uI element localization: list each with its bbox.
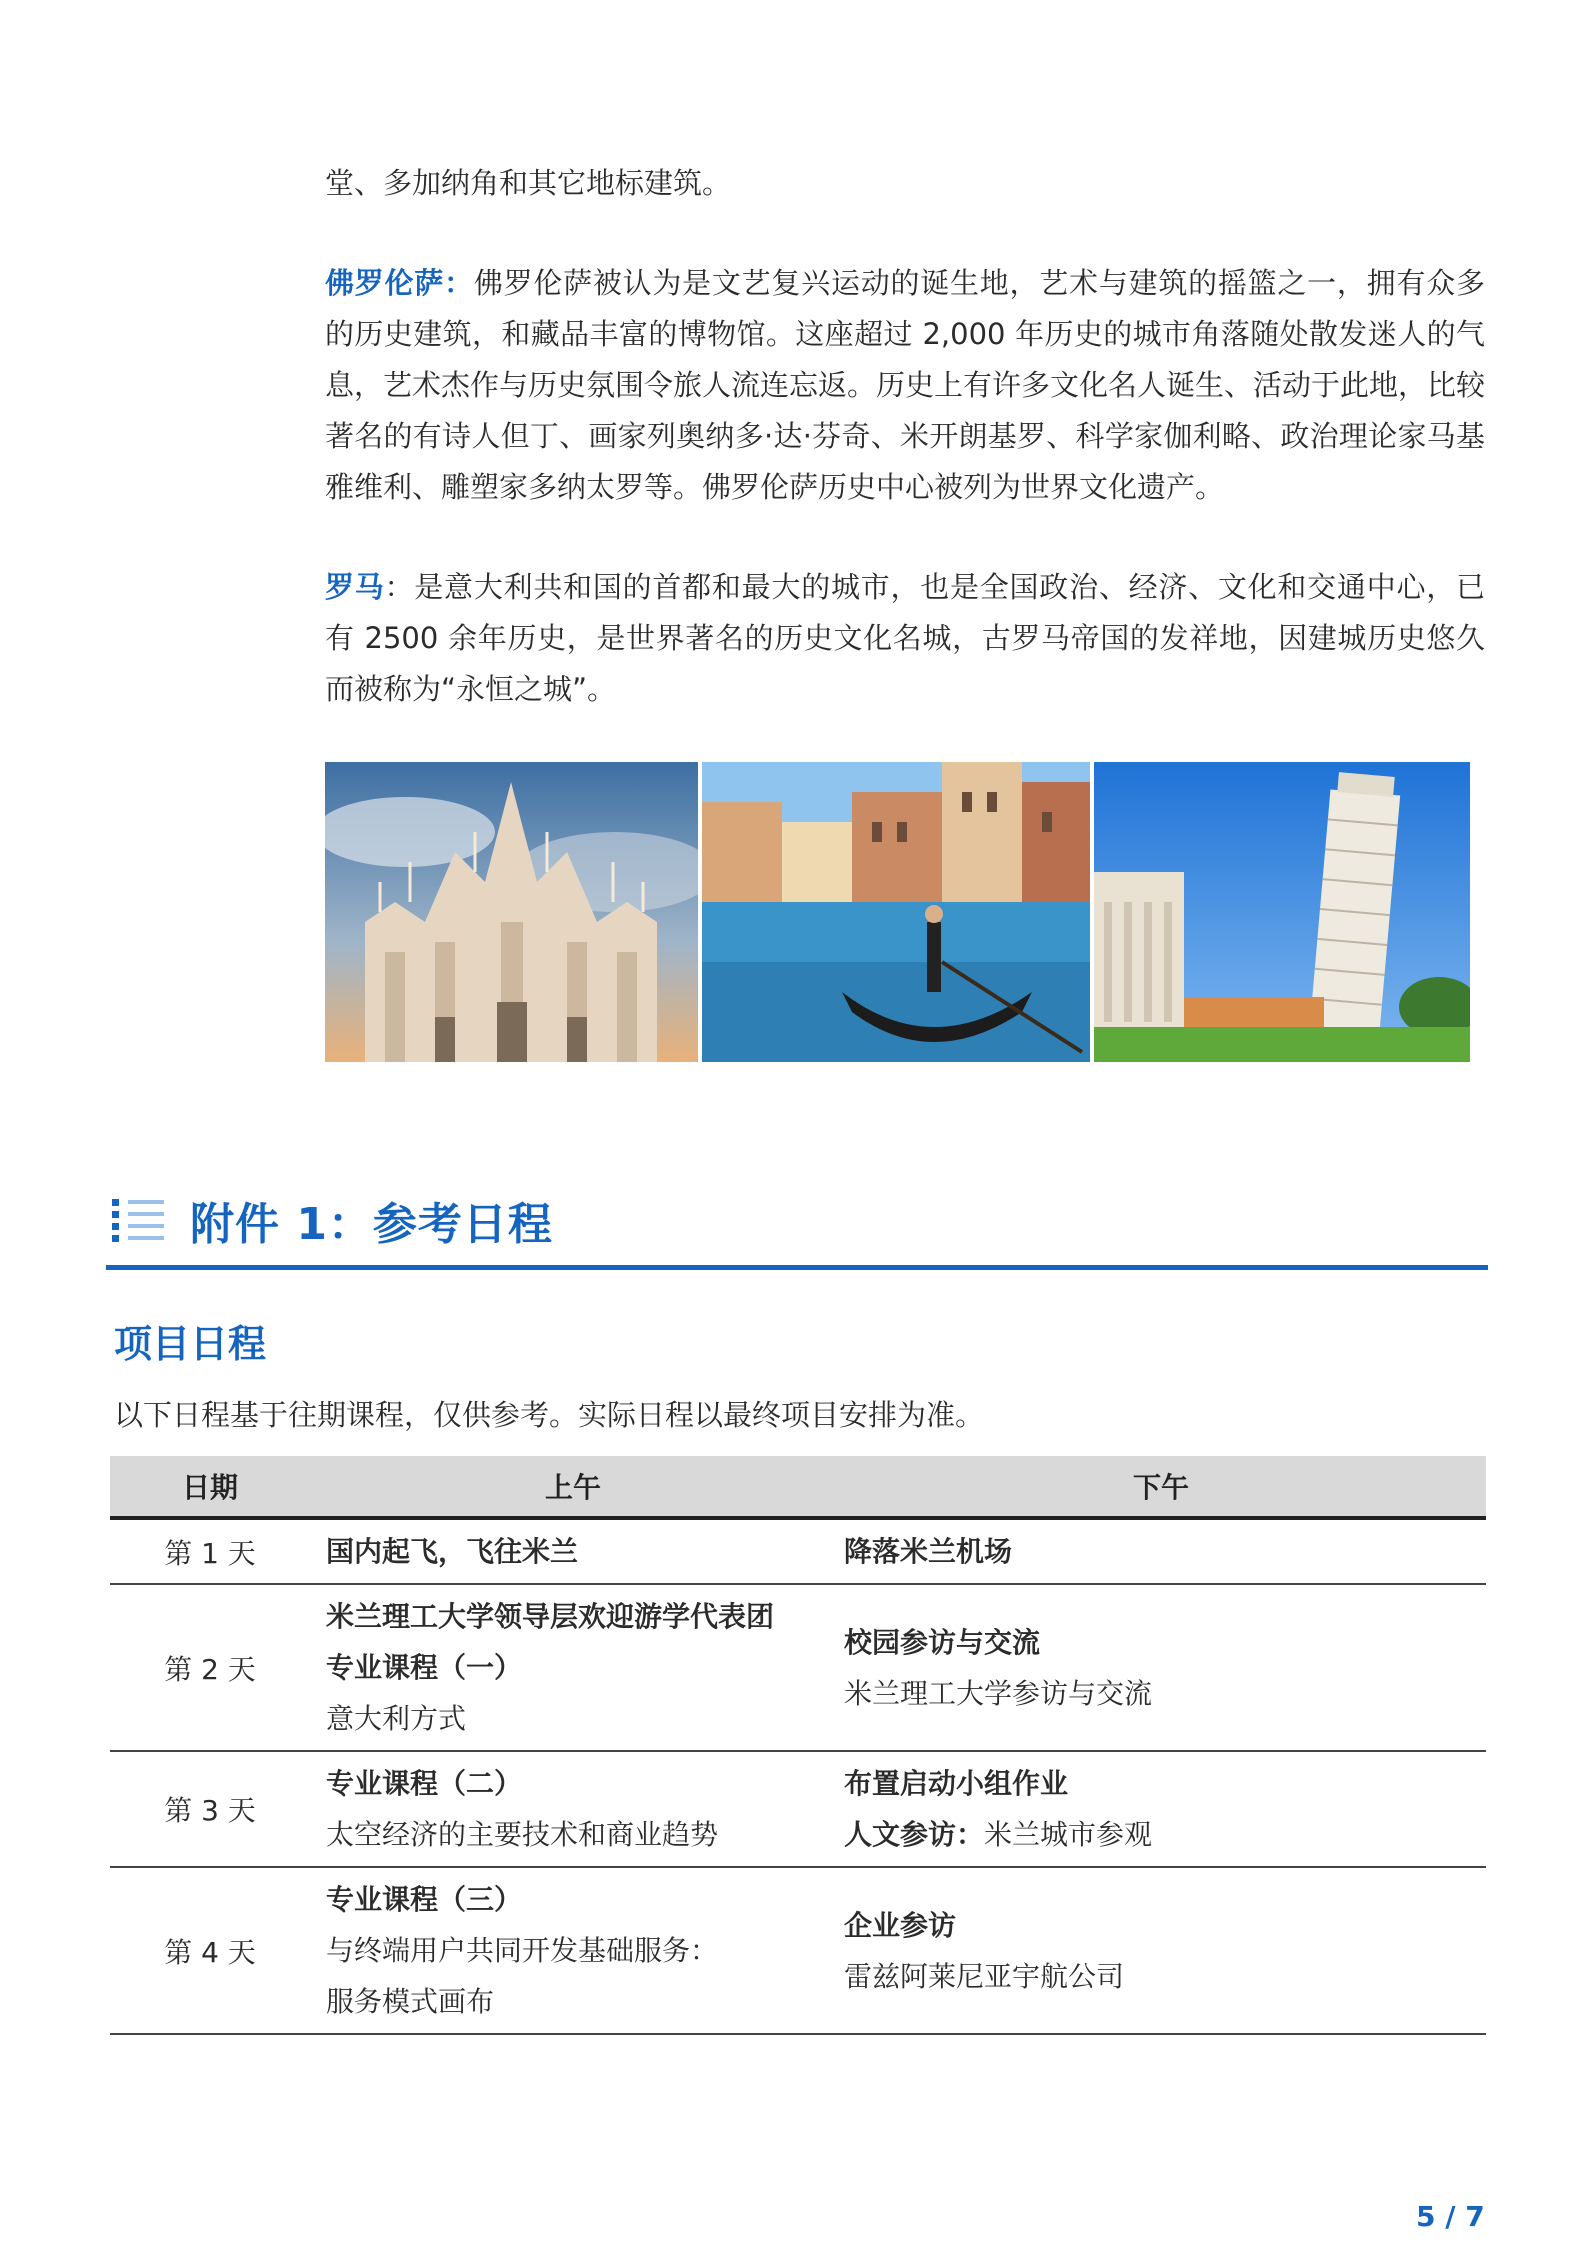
pm-line: 校园参访与交流 <box>844 1625 1041 1659</box>
section-title: 附件 1：参考日程 <box>190 1199 553 1250</box>
day-cell: 第 2 天 <box>110 1584 310 1751</box>
pm-line: 米兰理工大学参访与交流 <box>844 1676 1153 1710</box>
pm-cell <box>836 1867 1486 2034</box>
florence-text: 佛罗伦萨被认为是文艺复兴运动的诞生地，艺术与建筑的摇篮之一，拥有众多的历史建筑，和藏品丰富的博物馆。这座超过 2,000 年历史的城市角落随处散发迷人的气息，艺术杰作与历史氛围令旅人流连忘返。历史上有许多文化名人诞生、活动于此地，比较著名的有诗人但丁、画家列奥纳多·达·芬奇、米开朗基罗、科学家伽利略、政治理论家马基雅维利、雕塑家多纳太罗等。佛罗伦萨历史中心被列为世界文化遗产。 <box>325 266 1486 504</box>
pisa-tower-photo <box>1094 762 1470 1062</box>
schedule-table <box>110 1456 1486 2035</box>
day-cell: 第 3 天 <box>110 1751 310 1867</box>
table-row <box>110 1518 1486 1584</box>
am-line: 米兰理工大学领导层欢迎游学代表团 <box>326 1600 775 1633</box>
page-number: 5 / 7 <box>1416 2200 1485 2233</box>
am-line: 与终端用户共同开发基础服务： <box>326 1934 719 1967</box>
venice-gondola-photo <box>702 762 1090 1062</box>
florence-label: 佛罗伦萨： <box>325 266 474 300</box>
section-divider <box>106 1265 1488 1270</box>
pm-cell <box>836 1751 1486 1867</box>
schedule-title: 项目日程 <box>114 1322 267 1366</box>
am-line: 太空经济的主要技术和商业趋势 <box>326 1818 719 1851</box>
photo-strip <box>325 762 1470 1062</box>
header-date: 日期 <box>110 1456 310 1518</box>
am-line: 专业课程（一） <box>326 1651 523 1684</box>
pm-line: 雷兹阿莱尼亚宇航公司 <box>844 1959 1125 1993</box>
day-cell: 第 1 天 <box>110 1518 310 1584</box>
section-header <box>112 1190 553 1250</box>
am-line: 国内起飞，飞往米兰 <box>326 1535 579 1568</box>
pm-cell <box>836 1584 1486 1751</box>
table-header-row <box>110 1456 1486 1518</box>
pm-label: 人文参访： <box>844 1818 985 1851</box>
table-row <box>110 1867 1486 2034</box>
pm-line: 企业参访 <box>844 1908 957 1942</box>
day-cell: 第 4 天 <box>110 1867 310 2034</box>
rome-text: ：是意大利共和国的首都和最大的城市，也是全国政治、经济、文化和交通中心，已有 2500 余年历史，是世界著名的历史文化名城，古罗马帝国的发祥地，因建城历史悠久而被称为“永恒之城”。 <box>325 570 1485 706</box>
schedule-intro: 以下日程基于往期课程，仅供参考。实际日程以最终项目安排为准。 <box>114 1398 985 1432</box>
am-cell <box>310 1751 836 1867</box>
paragraph-florence <box>325 258 1485 513</box>
am-line: 意大利方式 <box>326 1702 467 1735</box>
table-row <box>110 1584 1486 1751</box>
am-cell <box>310 1584 836 1751</box>
table-row <box>110 1751 1486 1867</box>
paragraph-milan-end: 堂、多加纳角和其它地标建筑。 <box>325 166 732 200</box>
pm-line: 降落米兰机场 <box>844 1535 1013 1568</box>
am-line: 专业课程（二） <box>326 1767 523 1800</box>
paragraph-rome <box>325 562 1485 715</box>
am-line: 服务模式画布 <box>326 1985 495 2018</box>
am-line: 专业课程（三） <box>326 1883 523 1916</box>
header-am: 上午 <box>310 1456 836 1518</box>
header-pm: 下午 <box>836 1456 1486 1518</box>
pm-cell <box>836 1518 1486 1584</box>
pm-line: 布置启动小组作业 <box>844 1767 1069 1800</box>
milan-cathedral-photo <box>325 762 698 1062</box>
am-cell <box>310 1518 836 1584</box>
list-icon <box>112 1197 164 1243</box>
rome-label: 罗马 <box>325 570 385 604</box>
am-cell <box>310 1867 836 2034</box>
pm-text: 米兰城市参观 <box>984 1818 1153 1851</box>
